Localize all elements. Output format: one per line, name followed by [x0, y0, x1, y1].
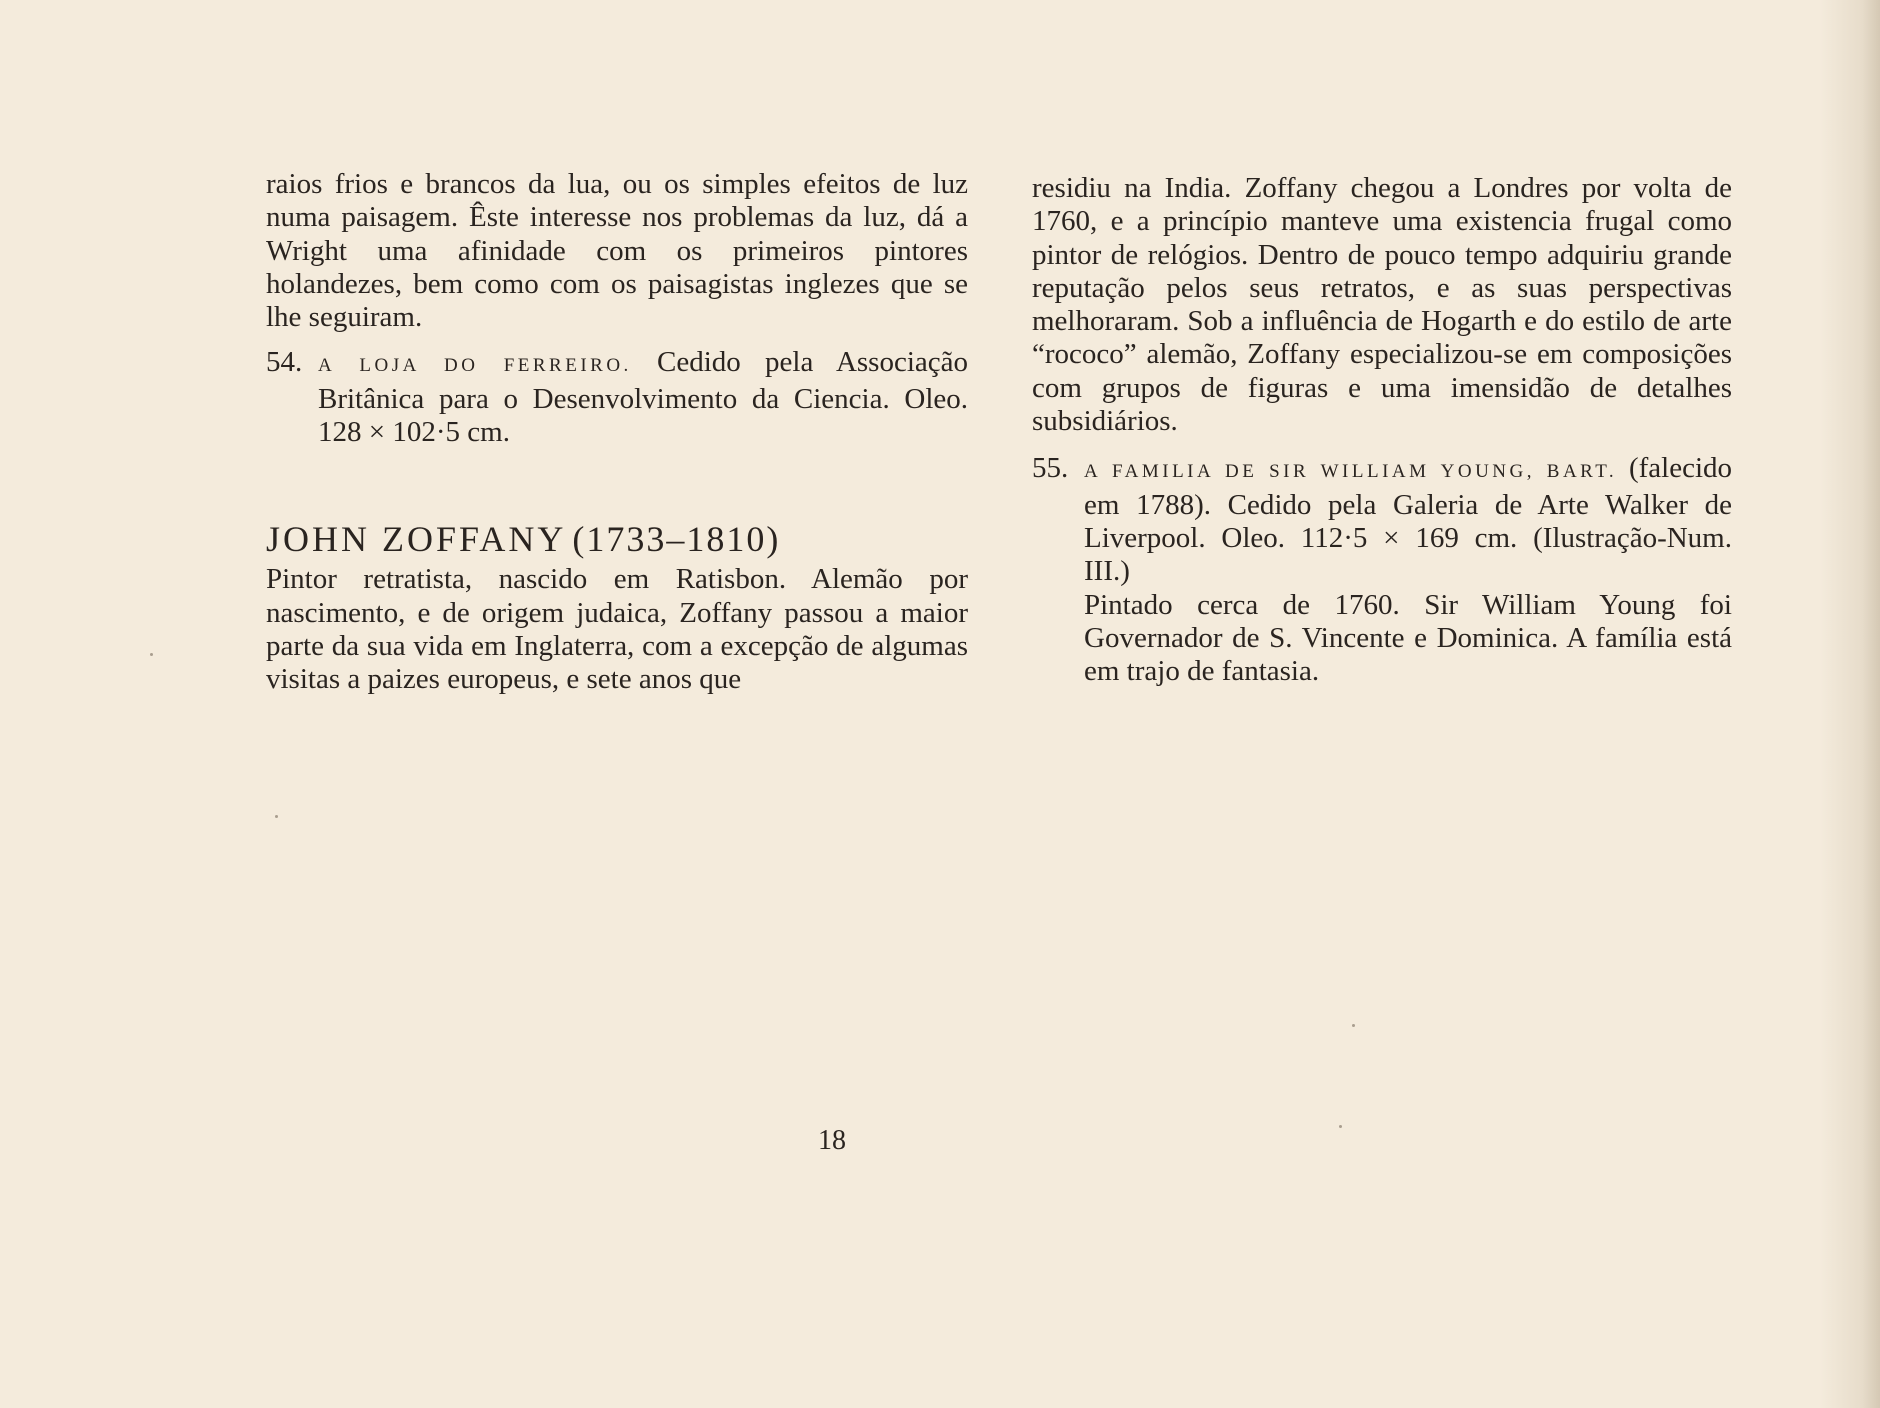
paper-speck	[1352, 1024, 1355, 1027]
entry-description: Cedido pela Associação Britânica para o Desenvolvimento da Ciencia. Oleo. 128 × 102·5 cm.	[318, 346, 968, 449]
intro-paragraph: raios frios e brancos da lua, ou os simples efeitos de luz numa paisagem. Êste interesse nos problemas da luz, dá a Wright uma afinidade com os primeiros pintores holandezes, bem como com os paisagistas inglezes que se lhe seguiram.	[266, 168, 968, 334]
paper-speck	[275, 815, 278, 818]
entry-description: (falecido em 1788). Cedido pela Galeria de Arte Walker de Liverpool. Oleo. 112·5 × 169 cm. (Ilustração-Num. III.)	[1084, 452, 1732, 588]
artist-name: JOHN ZOFFANY	[266, 519, 567, 560]
page-number: 18	[818, 1125, 846, 1156]
continued-bio: residiu na India. Zoffany chegou a Londres por volta de 1760, e a princípio manteve uma existencia frugal como pintor de relógios. Dentro de pouco tempo adquiriu grande reputação pelos seus retratos, e as suas perspectivas melhoraram. Sob a influência de Hogarth e do estilo de arte “rococo” alemão, Zoffany especializou-se em composições com grupos de figuras e uma imensidão de detalhes subsidiários.	[1032, 172, 1732, 438]
artist-bio: Pintor retratista, nascido em Ratisbon. Alemão por nascimento, e de origem judaica, Zoffany passou a maior parte da sua vida em Inglaterra, com a excepção de algumas visitas a paizes europeus, e sete anos que	[266, 563, 968, 696]
entry-number: 55.	[1032, 452, 1069, 485]
catalogue-entry-55	[1032, 452, 1732, 688]
entry-body	[1084, 452, 1732, 588]
left-column	[266, 168, 968, 697]
entry-title: A LOJA DO FERREIRO.	[318, 355, 658, 377]
artist-dates: (1733–1810)	[572, 519, 781, 560]
entry-body	[318, 346, 968, 449]
entry-title: A FAMILIA DE SIR WILLIAM YOUNG, BART.	[1084, 461, 1629, 483]
page-edge-shadow	[1820, 0, 1880, 1408]
right-column	[1032, 172, 1732, 688]
entry-note: Pintado cerca de 1760. Sir William Young foi Governador de S. Vincente e Dominica. A família está em trajo de fantasia.	[1084, 588, 1732, 688]
catalogue-entry-54	[266, 346, 968, 449]
paper-speck	[1339, 1125, 1342, 1128]
artist-heading	[266, 517, 968, 561]
entry-number: 54.	[266, 346, 303, 379]
paper-speck	[150, 653, 153, 656]
